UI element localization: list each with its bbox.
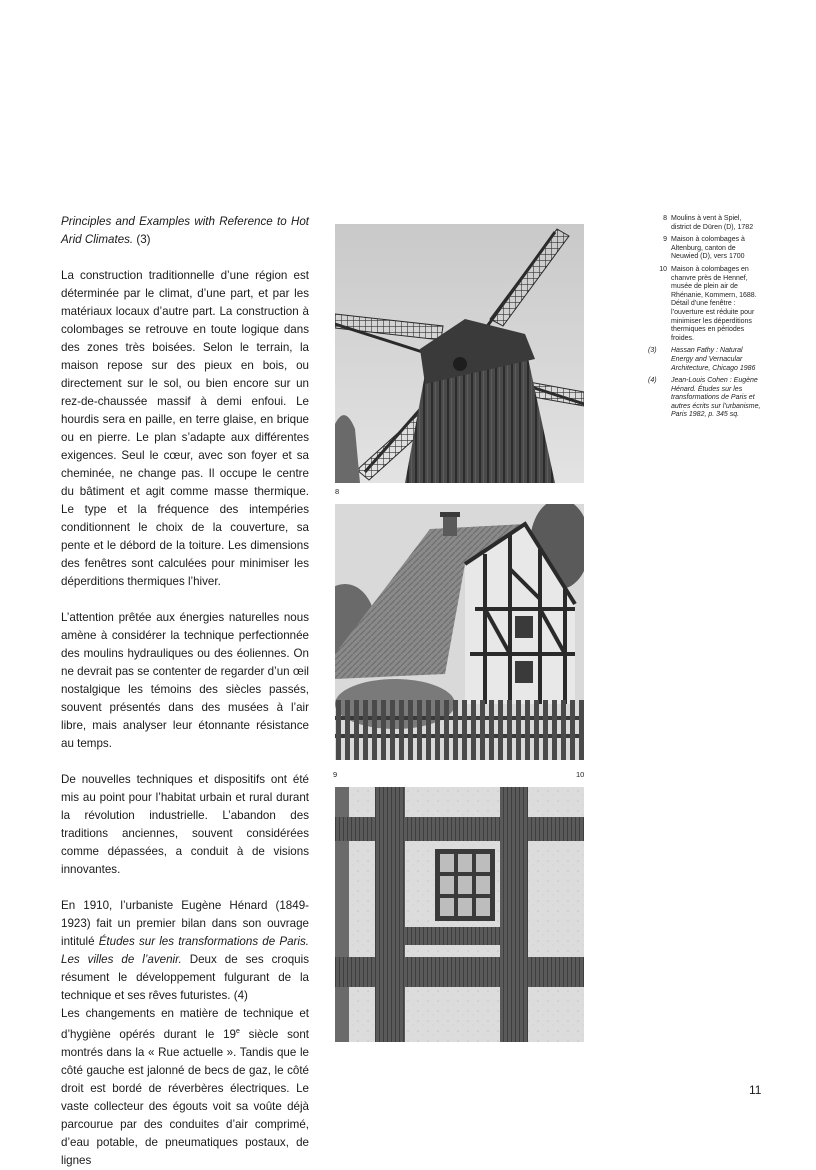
- photo-window-detail: [335, 787, 584, 1042]
- figure-number-8: 8: [335, 487, 340, 496]
- body-text-column: [61, 213, 309, 1170]
- caption-10: [645, 266, 763, 343]
- caption-number: 9: [663, 236, 667, 244]
- page-number: 11: [749, 1083, 762, 1097]
- henard-text-a: En 1910, l’urbaniste Eugène Hénard (1849-1923) fait un premier bilan dans son ouvrage intitulé: [61, 899, 309, 948]
- photo-thatched-house: [335, 504, 584, 760]
- henard-text-b: Deux de ses croquis résument le développement fulgurant de la technique et ses rêves futuristes. (4): [61, 953, 309, 1002]
- paragraph-reference-title: [61, 213, 309, 249]
- figure-number-9: 9: [333, 770, 338, 779]
- captions-and-notes: [645, 215, 763, 424]
- reference-text: Hassan Fathy : Natural Energy and Vernacular Architecture, Chicago 1986: [671, 347, 756, 372]
- reference-3: [645, 347, 763, 373]
- book-title: Principles and Examples with Reference to Hot Arid Climates.: [61, 215, 309, 246]
- caption-number: 10: [659, 265, 667, 273]
- photo-windmill: [335, 224, 584, 483]
- caption-text: Maison à colombages en chanvre près de Hennef, musée de plein air de Rhénanie, Kommern, 1688. Détail d’une fenêtre : l’ouverture est réduite pour minimiser les déperditions thermiques en périodes froides.: [671, 265, 757, 342]
- henard-book-title: Études sur les transformations de Paris. Les villes de l’avenir.: [61, 935, 309, 966]
- reference-4: [645, 377, 763, 420]
- paragraph-rue-actuelle: [61, 1005, 309, 1170]
- paragraph-traditional-construction: La construction traditionnelle d’une région est déterminée par le climat, d’une part, et par les matériaux locaux d’autre part. La construction à colombages se retrouve en toute logique dans des zones très boisées. Selon le terrain, la maison repose sur des pieux en bois, ou directement sur le sol, ou bien encore sur un rez-de-chaussée massif à demi enfoui. Le hourdis sera en paille, en terre glaise, en brique ou en pierre. Le plan s’adapte aux différentes exigences. Seul le cœur, avec son foyer et sa cheminée, ne change pas. Il occupe le centre du bâtiment et agit comme masse thermique. Le type et la fréquence des intempéries conditionnent le choix de la couverture, sa pente et le débord de la toiture. Les dimensions des fenêtres sont calculées pour minimiser les déperditions thermiques l’hiver.: [61, 269, 309, 588]
- paragraph-industrial-revolution: De nouvelles techniques et dispositifs ont été mis au point pour l’habitat urbain et rural durant la révolution industrielle. L’abandon des traditions anciennes, souvent considérées comme dépassées, a conduit à de visions innovantes.: [61, 773, 309, 876]
- caption-text: Moulins à vent à Spiel, district de Düren (D), 1782: [671, 215, 754, 231]
- caption-text: Maison à colombages à Altenburg, canton de Neuwied (D), vers 1700: [671, 236, 745, 261]
- figure-number-10: 10: [576, 770, 585, 779]
- reference-text: Jean-Louis Cohen : Eugène Hénard. Études sur les transformations de Paris et autres écrits sur l’urbanisme, Paris 1982, p. 345 sq.: [671, 377, 761, 419]
- rue-text-a: Les changements en matière de technique et d’hygiène opérés durant le 19: [61, 1007, 309, 1041]
- caption-number: 8: [663, 215, 667, 222]
- paragraph-henard: [61, 897, 309, 1005]
- reference-number: (3): [648, 347, 657, 355]
- paragraph-natural-energies: L’attention prêtée aux énergies naturelles nous amène à considérer la technique perfectionnée des moulins hydrauliques ou des éoliennes. On ne devrait pas se contenter de regarder d’un œil nostalgique les témoins des siècles passés, souvent présentés dans des musées à l’air libre, mais analyser leur étonnante résistance au temps.: [61, 611, 309, 750]
- century-superscript: e: [235, 1028, 240, 1035]
- reference-number: (4): [648, 377, 657, 385]
- caption-9: [645, 236, 763, 262]
- rue-text-b: siècle sont montrés dans la « Rue actuelle ». Tandis que le côté gauche est jalonné de becs de gaz, le côté droit est bordé de réverbères électriques. Le vaste collecteur des égouts voit sa voûte déjà parcourue par des conduites d’air comprimé, d’eau potable, de pneumatiques postaux, de lignes: [61, 1027, 309, 1167]
- caption-8: [645, 215, 763, 232]
- footnote-ref-3: (3): [133, 233, 151, 246]
